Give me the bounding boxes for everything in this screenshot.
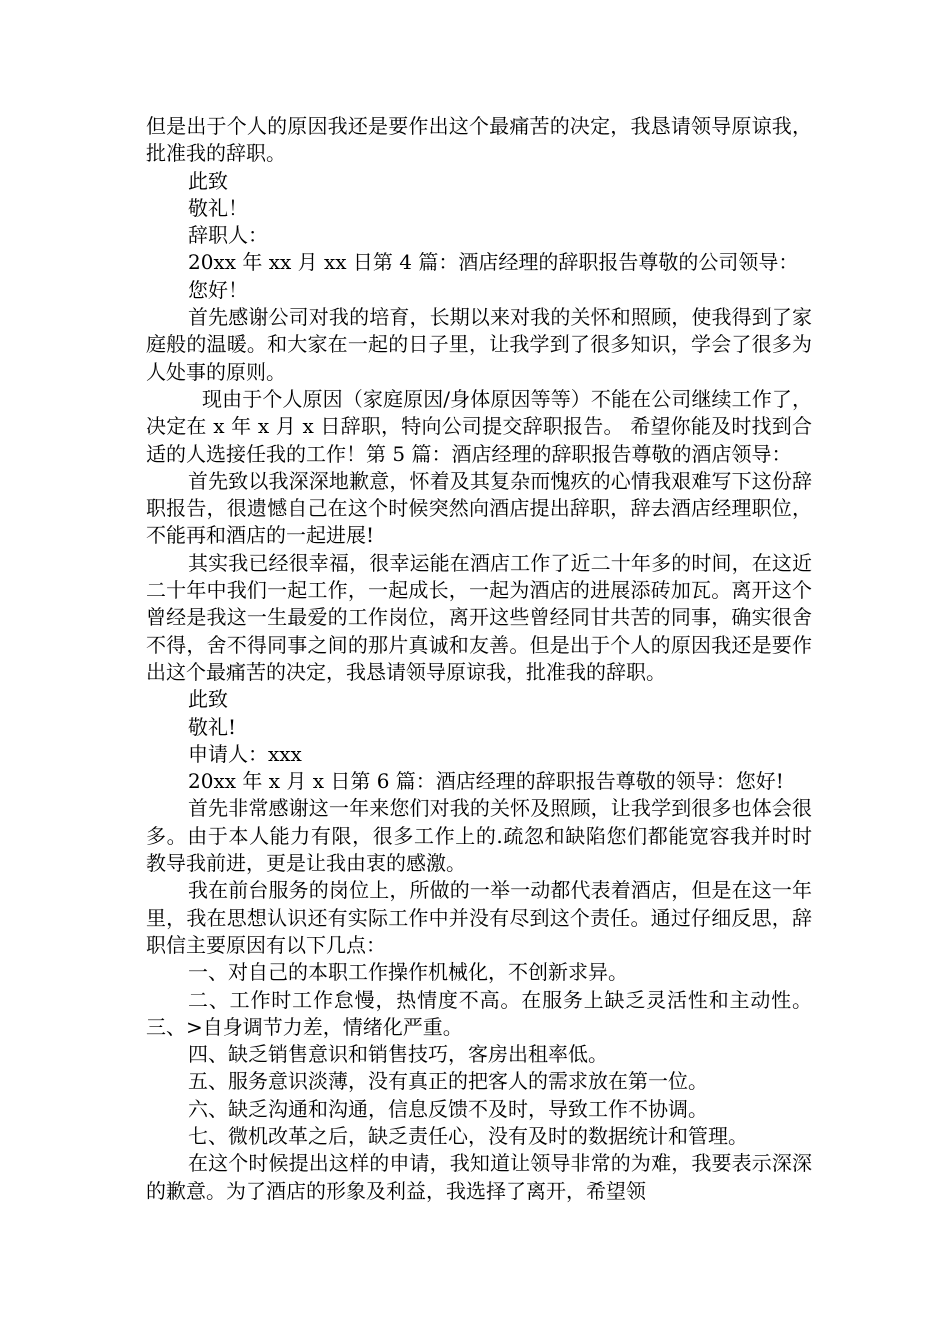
date-heading-4: 20xx 年 xx 月 xx 日第 4 篇：酒店经理的辞职报告尊敬的公司领导： xyxy=(188,250,799,275)
closing-regards-1: 敬礼！ xyxy=(188,195,248,220)
paragraph-continuation: 但是出于个人的原因我还是要作出这个最痛苦的决定，我恳请领导原谅我，批准我的辞职。 xyxy=(146,114,812,166)
body-paragraph: 在这个时候提出这样的申请，我知道让领导非常的为难，我要表示深深的歉意。为了酒店的形象及利益，我选择了离开，希望领 xyxy=(146,1151,812,1203)
signature-line-1: 辞职人： xyxy=(188,223,268,248)
document-page xyxy=(146,113,812,1205)
list-item: 一、对自己的本职工作操作机械化，不创新求异。 xyxy=(188,960,628,985)
list-item: 七、微机改革之后，缺乏责任心，没有及时的数据统计和管理。 xyxy=(188,1123,748,1148)
body-paragraph: 其实我已经很幸福，很幸运能在酒店工作了近二十年多的时间，在这近二十年中我们一起工作，一起成长，一起为酒店的进展添砖加瓦。离开这个曾经是我这一生最爱的工作岗位，离开这些曾经同甘共苦的同事，确实很舍不得，舍不得同事之间的那片真诚和友善。但是出于个人的原因我还是要作出这个最痛苦的决定，我恳请领导原谅我，批准我的辞职。 xyxy=(146,550,812,684)
body-paragraph: 现由于个人原因（家庭原因/身体原因等等）不能在公司继续工作了，决定在 x 年 x 月 x 日辞职，特向公司提交辞职报告。 希望你能及时找到合适的人选接任我的工作！第 5 篇：酒店经理的辞职报告尊敬的酒店领导： xyxy=(146,386,812,466)
body-paragraph: 我在前台服务的岗位上，所做的一举一动都代表着酒店，但是在这一年里，我在思想认识还有实际工作中并没有尽到这个责任。通过仔细反思，辞职信主要原因有以下几点： xyxy=(146,878,812,957)
list-item: 五、服务意识淡薄，没有真正的把客人的需求放在第一位。 xyxy=(188,1069,708,1094)
date-heading-6: 20xx 年 x 月 x 日第 6 篇：酒店经理的辞职报告尊敬的领导：您好! xyxy=(188,769,784,794)
body-paragraph: 首先感谢公司对我的培育，长期以来对我的关怀和照顾，使我得到了家庭般的温暖。和大家在一起的日子里，让我学到了很多知识，学会了很多为人处事的原则。 xyxy=(146,305,812,384)
closing-salutation-2: 此致 xyxy=(188,687,228,712)
list-item: 二、工作时工作怠慢，热情度不高。在服务上缺乏灵活性和主动性。三、>自身调节力差，情绪化严重。 xyxy=(146,987,812,1039)
list-item: 四、缺乏销售意识和销售技巧，客房出租率低。 xyxy=(188,1042,608,1067)
signature-line-2: 申请人：xxx xyxy=(188,741,302,766)
list-item: 六、缺乏沟通和沟通，信息反馈不及时，导致工作不协调。 xyxy=(188,1096,708,1121)
closing-regards-2: 敬礼! xyxy=(188,714,237,739)
greeting-4: 您好！ xyxy=(188,277,248,302)
closing-salutation-1: 此致 xyxy=(188,168,228,193)
body-paragraph: 首先非常感谢这一年来您们对我的关怀及照顾，让我学到很多也体会很多。由于本人能力有限，很多工作上的.疏忽和缺陷您们都能宽容我并时时教导我前进，更是让我由衷的感激。 xyxy=(146,796,812,876)
body-paragraph: 首先致以我深深地歉意，怀着及其复杂而愧疚的心情我艰难写下这份辞职报告，很遗憾自己在这个时候突然向酒店提出辞职，辞去酒店经理职位，不能再和酒店的一起进展! xyxy=(146,468,812,548)
